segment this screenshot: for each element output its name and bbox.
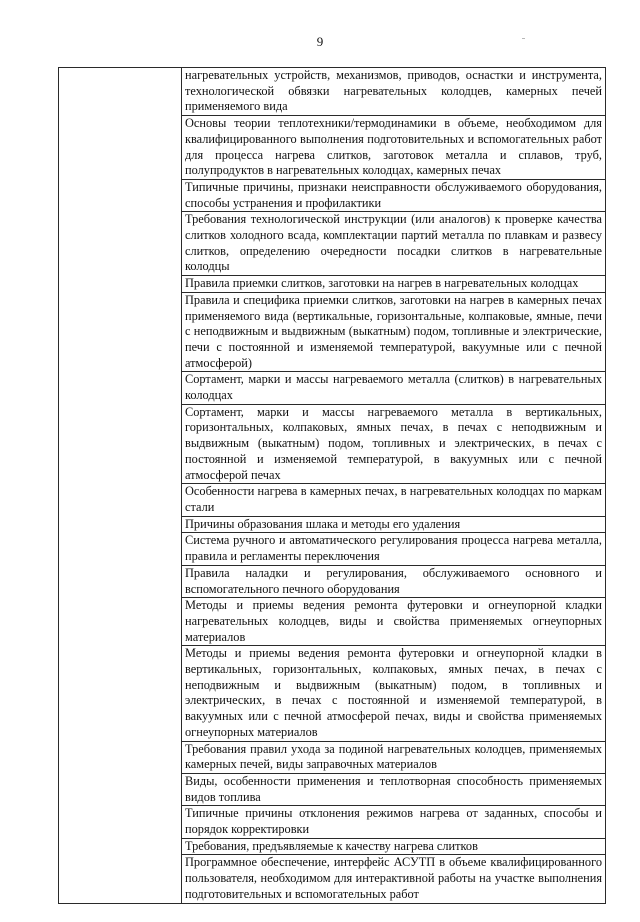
table-cell (182, 773, 606, 805)
table-cell (182, 484, 606, 516)
knowledge-requirements-table (58, 67, 606, 904)
table-cell (182, 116, 606, 180)
row-text: Требования, предъявляемые к качеству нагрева слитков (185, 838, 478, 853)
table-cell (182, 404, 606, 484)
table-row (59, 68, 606, 116)
table-cell (182, 68, 606, 116)
table-cell (182, 646, 606, 741)
row-text: нагревательных устройств, механизмов, приводов, оснастки и инструмента, технологической обвязки нагревательных колодцев, камерных печей применяемого вида (185, 68, 602, 114)
table-cell (182, 276, 606, 293)
left-label-cell (59, 68, 182, 904)
row-text: Правила приемки слитков, заготовки на нагрев в нагревательных колодцах (185, 276, 579, 291)
table-cell (182, 372, 606, 404)
row-text: Система ручного и автоматического регулирования процесса нагрева металла, правила и регламенты переключения (185, 533, 602, 564)
row-text: Особенности нагрева в камерных печах, в нагревательных колодцах по маркам стали (185, 484, 602, 514)
row-text: Требования технологической инструкции (или аналогов) к проверке качества слитков холодного всада, комплектации партий металла по плавкам и развесу слитков, определению очередности посадки слитков в нагревательные колодцы (185, 212, 602, 274)
row-text: Типичные причины отклонения режимов нагрева от заданных, способы и порядок корректировки (185, 806, 602, 837)
table-cell (182, 292, 606, 372)
table-cell (182, 855, 606, 903)
row-text: Основы теории теплотехники/термодинамики в объеме, необходимом для квалифицированного выполнения подготовительных и вспомогательных работ для процесса нагрева слитков, заготовок металла и сплавов, труб, полупродуктов в нагревательных колодцах, камерных печах (185, 116, 602, 178)
table-cell (182, 179, 606, 211)
row-text: Сортамент, марки и массы нагреваемого металла (слитков) в нагревательных колодцах (185, 372, 602, 403)
row-text: Требования правил ухода за подиной нагревательных колодцев, применяемых камерных печей, виды заправочных материалов (185, 741, 602, 772)
row-text: Методы и приемы ведения ремонта футеровки и огнеупорной кладки в вертикальных, горизонтальных, колпаковых, ямных печах, в печах с неподвижным и выдвижным (выкатным) подом, в топливных и электрических, в печах с постоянной и изменяемой температурой, в вакуумных или с печной атмосферой печах, виды и свойства применяемых огнеупорных материалов (185, 646, 602, 739)
row-text: Причины образования шлака и методы его удаления (185, 516, 461, 531)
table-cell (182, 806, 606, 838)
row-text: Методы и приемы ведения ремонта футеровки и огнеупорной кладки нагревательных колодцев, виды и свойства применяемых огнеупорных материалов (185, 598, 602, 644)
page-number: 9 (316, 34, 324, 49)
row-text: Правила наладки и регулирования, обслуживаемого основного и вспомогательного печного оборудования (185, 565, 602, 596)
scan-artifact (522, 38, 525, 39)
table-cell (182, 838, 606, 855)
row-text: Виды, особенности применения и теплотворная способность применяемых видов топлива (185, 773, 602, 804)
table-cell (182, 741, 606, 773)
table-cell (182, 565, 606, 597)
table-cell (182, 516, 606, 533)
row-text: Типичные причины, признаки неисправности обслуживаемого оборудования, способы устранения и профилактики (185, 179, 602, 210)
row-text: Правила и специфика приемки слитков, заготовки на нагрев в камерных печах применяемого вида (вертикальные, горизонтальные, колпаковые, ямные, печи с неподвижным и выдвижным (выкатным) подом, топливные и электрические, печи с постоянной и изменяемой температурой, вакуумные или с печной атмосферой) (185, 292, 602, 370)
table-cell (182, 533, 606, 565)
row-text: Сортамент, марки и массы нагреваемого металла в вертикальных, горизонтальных, колпаковых, ямных печах, в печах с неподвижным и выдвижным (выкатным) подом, топливных и электрических, в печах с постоянной и изменяемой температурой, в вакуумных или с печной атмосферой печах (185, 404, 602, 482)
table-cell (182, 212, 606, 276)
table-cell (182, 598, 606, 646)
row-text: Программное обеспечение, интерфейс АСУТП в объеме квалифицированного пользователя, необходимом для интерактивной работы на участке выполнения подготовительных и вспомогательных работ (185, 855, 602, 901)
